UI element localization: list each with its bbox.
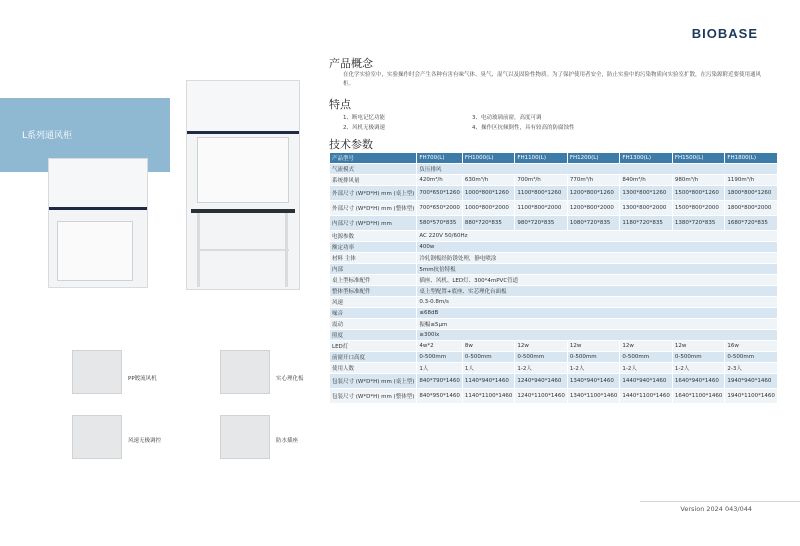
spec-header-cell: FH1300(L) — [620, 153, 673, 164]
spec-value: 插座、风机、LED灯、300*4mPVC管道 — [417, 275, 778, 286]
spec-value: 1300*800*1260 — [620, 186, 673, 201]
spec-value: 1000*800*2000 — [462, 201, 515, 216]
spec-value: 1人 — [417, 363, 463, 374]
spec-value: 1140*940*1460 — [462, 374, 515, 389]
spec-row — [330, 242, 778, 253]
spec-value: 1940*940*1460 — [725, 374, 778, 389]
spec-value: 12w — [515, 341, 568, 352]
fume-hood-floor-image — [186, 80, 300, 290]
spec-header-cell: 产品型号 — [330, 153, 417, 164]
spec-row — [330, 264, 778, 275]
spec-value: 12w — [620, 341, 673, 352]
spec-value: 1000*800*1260 — [462, 186, 515, 201]
spec-value: 1800*800*1260 — [725, 186, 778, 201]
spec-header-cell: FH1200(L) — [567, 153, 620, 164]
spec-value: 1640*1100*1460 — [672, 389, 725, 404]
spec-value: 0-500mm — [462, 352, 515, 363]
spec-label: 包装尺寸 (W*D*H) mm (桌上型) — [330, 374, 417, 389]
spec-value: 1440*940*1460 — [620, 374, 673, 389]
spec-value: 1180*720*835 — [620, 216, 673, 231]
spec-value: 0-500mm — [417, 352, 463, 363]
spec-label: 外部尺寸 (W*D*H) mm (整体型) — [330, 201, 417, 216]
spec-header-cell: FH1800(L) — [725, 153, 778, 164]
spec-row — [330, 286, 778, 297]
spec-value: 12w — [672, 341, 725, 352]
brand-logo: BIOBASE — [691, 26, 758, 41]
spec-row — [330, 186, 778, 201]
spec-value: 1-2人 — [567, 363, 620, 374]
spec-label: 气流模式 — [330, 164, 417, 175]
spec-header-cell: FH1100(L) — [515, 153, 568, 164]
spec-label: 内部尺寸 (W*D*H) mm — [330, 216, 417, 231]
spec-header-cell: FH700(L) — [417, 153, 463, 164]
footer-divider — [640, 501, 800, 502]
spec-label: LED灯 — [330, 341, 417, 352]
spec-label: 电源参数 — [330, 231, 417, 242]
spec-row — [330, 308, 778, 319]
spec-row — [330, 319, 778, 330]
spec-value: 冷轧钢板经防锈处理，静电喷涂 — [417, 253, 778, 264]
spec-label: 前窗开口高度 — [330, 352, 417, 363]
spec-value: ≤68dB — [417, 308, 778, 319]
spec-value: 16w — [725, 341, 778, 352]
spec-value: 1380*720*835 — [672, 216, 725, 231]
spec-value: 880*720*835 — [462, 216, 515, 231]
features-heading: 特点 — [329, 98, 351, 111]
spec-value: 1340*940*1460 — [567, 374, 620, 389]
thumb-label: 防水插座 — [276, 438, 299, 444]
spec-value: 0-500mm — [620, 352, 673, 363]
spec-row — [330, 374, 778, 389]
spec-value: 1240*940*1460 — [515, 374, 568, 389]
spec-value: 700*650*2000 — [417, 201, 463, 216]
thumb-label: 实心理化板 — [276, 376, 304, 382]
spec-value: 840m³/h — [620, 175, 673, 186]
spec-value: 1200*800*1260 — [567, 186, 620, 201]
spec-value: AC 220V 50/60Hz — [417, 231, 778, 242]
page-footer: Version 2024 043/044 — [680, 505, 752, 513]
spec-value: 580*570*835 — [417, 216, 463, 231]
spec-value: 1-2人 — [672, 363, 725, 374]
spec-value: 1-2人 — [515, 363, 568, 374]
spec-value: 1640*940*1460 — [672, 374, 725, 389]
spec-value: 980*720*835 — [515, 216, 568, 231]
spec-value: 0-500mm — [515, 352, 568, 363]
spec-row — [330, 352, 778, 363]
spec-value: 1100*800*1260 — [515, 186, 568, 201]
spec-value: 1940*1100*1460 — [725, 389, 778, 404]
spec-label: 桌上型标准配件 — [330, 275, 417, 286]
spec-value: ≥300lx — [417, 330, 778, 341]
spec-value: 420m³/h — [417, 175, 463, 186]
spec-value: 1100*800*2000 — [515, 201, 568, 216]
spec-table — [329, 152, 778, 404]
spec-row — [330, 216, 778, 231]
spec-row — [330, 389, 778, 404]
spec-label: 使用人数 — [330, 363, 417, 374]
spec-value: 0-500mm — [725, 352, 778, 363]
feature-item: 4、操作区抗倾倒性，具有较高的防腐蚀性 — [472, 125, 575, 131]
spec-value: 1200*800*2000 — [567, 201, 620, 216]
spec-label: 风速 — [330, 297, 417, 308]
spec-value: 700*650*1260 — [417, 186, 463, 201]
spec-row — [330, 363, 778, 374]
spec-value: 1080*720*835 — [567, 216, 620, 231]
spec-value: 1500*800*2000 — [672, 201, 725, 216]
thumb-label: 风速无极调控 — [128, 438, 162, 444]
spec-row — [330, 341, 778, 352]
worktop-photo — [220, 350, 270, 394]
fan-photo — [72, 350, 122, 394]
spec-header-row — [330, 153, 778, 164]
spec-value: 8w — [462, 341, 515, 352]
spec-label: 噪音 — [330, 308, 417, 319]
spec-value: 桌上型配置+底座、实芯理化台面板 — [417, 286, 778, 297]
feature-item: 2、风机无极调速 — [343, 125, 385, 131]
spec-header-cell: FH1000(L) — [462, 153, 515, 164]
spec-value: 1190m³/h — [725, 175, 778, 186]
spec-value: 负压排风 — [417, 164, 778, 175]
spec-header-cell: FH1500(L) — [672, 153, 725, 164]
spec-label: 材料 主体 — [330, 253, 417, 264]
spec-value: 1-2人 — [620, 363, 673, 374]
spec-row — [330, 164, 778, 175]
spec-label: 震动 — [330, 319, 417, 330]
spec-row — [330, 253, 778, 264]
spec-value: 2-3人 — [725, 363, 778, 374]
spec-value: 振幅≤5μm — [417, 319, 778, 330]
spec-value: 1680*720*835 — [725, 216, 778, 231]
spec-value: 0-500mm — [672, 352, 725, 363]
spec-label: 内部 — [330, 264, 417, 275]
speed-control-photo — [72, 415, 122, 459]
spec-label: 外部尺寸 (W*D*H) mm (桌上型) — [330, 186, 417, 201]
spec-row — [330, 275, 778, 286]
spec-value: 1800*800*2000 — [725, 201, 778, 216]
spec-row — [330, 175, 778, 186]
specs-heading: 技术参数 — [329, 138, 373, 151]
spec-label: 系统排风量 — [330, 175, 417, 186]
feature-item: 3、电动玻璃前窗，高度可调 — [472, 115, 542, 121]
spec-value: 630m³/h — [462, 175, 515, 186]
spec-value: 5mm抗倍特板 — [417, 264, 778, 275]
spec-value: 4w*2 — [417, 341, 463, 352]
spec-label: 照度 — [330, 330, 417, 341]
spec-value: 1140*1100*1460 — [462, 389, 515, 404]
spec-row — [330, 231, 778, 242]
spec-value: 1340*1100*1460 — [567, 389, 620, 404]
spec-value: 840*790*1460 — [417, 374, 463, 389]
spec-value: 0.3-0.8m/s — [417, 297, 778, 308]
spec-value: 1300*800*2000 — [620, 201, 673, 216]
fume-hood-bench-image — [48, 158, 148, 288]
series-title: L系列通风柜 — [22, 131, 73, 141]
socket-photo — [220, 415, 270, 459]
spec-value: 12w — [567, 341, 620, 352]
spec-value: 400w — [417, 242, 778, 253]
spec-value: 1人 — [462, 363, 515, 374]
spec-value: 770m³/h — [567, 175, 620, 186]
spec-value: 1500*800*1260 — [672, 186, 725, 201]
spec-value: 840*950*1460 — [417, 389, 463, 404]
spec-label: 额定功率 — [330, 242, 417, 253]
spec-value: 0-500mm — [567, 352, 620, 363]
spec-value: 980m³/h — [672, 175, 725, 186]
feature-item: 1、断电记忆功能 — [343, 115, 385, 121]
spec-value: 1440*1100*1460 — [620, 389, 673, 404]
spec-row — [330, 201, 778, 216]
thumb-label: PP镀流风机 — [128, 376, 157, 382]
spec-row — [330, 297, 778, 308]
spec-value: 1240*1100*1460 — [515, 389, 568, 404]
concept-text: 在化学实验室中，实验操作时会产生各种有害有味气体、臭气、湿气以及固险性物质。为了保护使用者安全，防止实验中的污染物质向实验室扩散，在污染源附近要使用通风柜。 — [343, 72, 762, 87]
spec-label: 整体型标准配件 — [330, 286, 417, 297]
spec-value: 700m³/h — [515, 175, 568, 186]
spec-label: 包装尺寸 (W*D*H) mm (整体型) — [330, 389, 417, 404]
concept-heading: 产品概念 — [329, 57, 373, 70]
spec-row — [330, 330, 778, 341]
